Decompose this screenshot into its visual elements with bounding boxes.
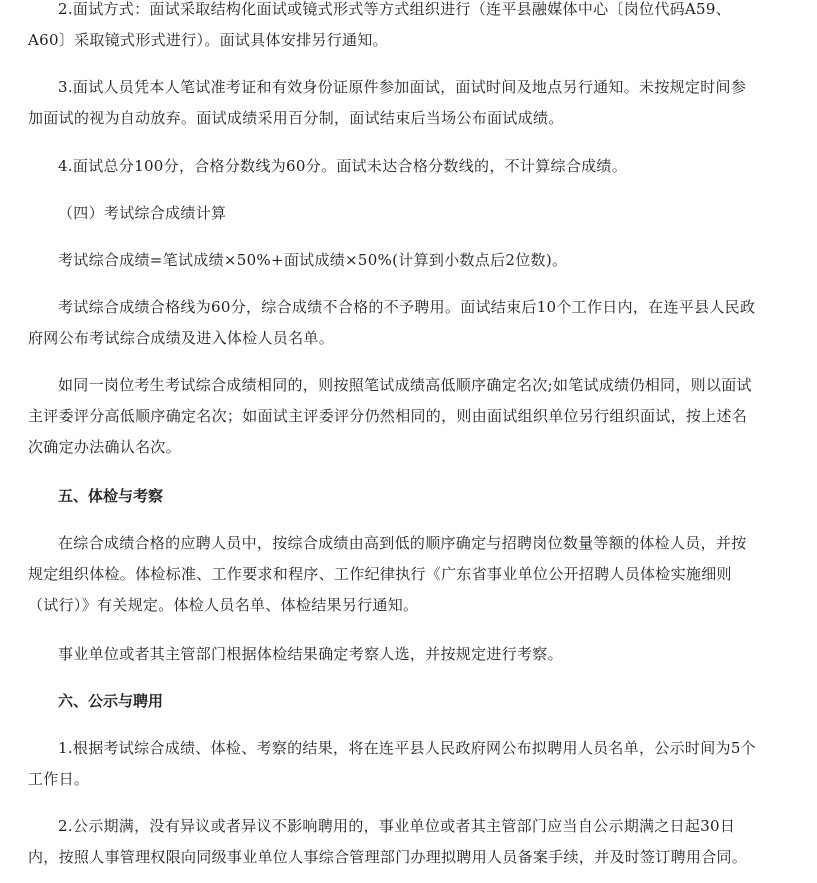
- text-line: 主评委评分高低顺序确定名次；如面试主评委评分仍然相同的，则由面试组织单位另行组织面试，按上述名: [28, 407, 748, 425]
- text-line: 府网公布考试综合成绩及进入体检人员名单。: [28, 329, 335, 347]
- text-line: A60〕采取镜式形式进行）。面试具体安排另行通知。: [28, 31, 388, 49]
- section-heading-publicity-hiring: 六、公示与聘用: [58, 692, 164, 710]
- text-line: 工作日。: [28, 770, 90, 788]
- paragraph-interview-method: [28, 0, 731, 56]
- text-line: 考试综合成绩合格线为60分，综合成绩不合格的不予聘用。面试结束后10个工作日内，在连平县人民政: [58, 298, 756, 316]
- paragraph-physical-exam: [28, 528, 747, 621]
- paragraph-interview-score: [28, 151, 627, 182]
- paragraph-score-formula: [28, 245, 567, 276]
- text-line: 规定组织体检。体检标准、工作要求和程序、工作纪律执行《广东省事业单位公开招聘人员体检实施细则: [28, 565, 732, 583]
- paragraph-inspection: [28, 639, 563, 670]
- text-line: 4.面试总分100分，合格分数线为60分。面试未达合格分数线的，不计算综合成绩。: [58, 157, 628, 175]
- text-line: 3.面试人员凭本人笔试准考证和有效身份证原件参加面试，面试时间及地点另行通知。未按规定时间参: [58, 78, 747, 96]
- paragraph-interview-requirements: [28, 72, 746, 134]
- text-line: 2.面试方式：面试采取结构化面试或镜式形式等方式组织进行（连平县融媒体中心〔岗位代码A59、: [58, 0, 732, 18]
- paragraph-tie-break: [28, 370, 752, 463]
- text-line: 加面试的视为自动放弃。面试成绩采用百分制，面试结束后当场公布面试成绩。: [28, 109, 564, 127]
- text-line: 如同一岗位考生考试综合成绩相同的，则按照笔试成绩高低顺序确定名次;如笔试成绩仍相同，则以面试: [58, 376, 752, 394]
- section-heading-physical-exam: 五、体检与考察: [58, 487, 164, 505]
- text-line: 考试综合成绩=笔试成绩×50%+面试成绩×50%(计算到小数点后2位数)。: [58, 251, 568, 269]
- text-line: （四）考试综合成绩计算: [58, 204, 227, 222]
- text-line: （试行）》有关规定。体检人员名单、体检结果另行通知。: [28, 596, 419, 614]
- text-line: 1.根据考试综合成绩、体检、考察的结果，将在连平县人民政府网公布拟聘用人员名单，公示时间为5个: [58, 739, 756, 757]
- text-line: 在综合成绩合格的应聘人员中，按综合成绩由高到低的顺序确定与招聘岗位数量等额的体检人员，并按: [58, 534, 747, 552]
- paragraph-passing-line: [28, 292, 755, 354]
- paragraph-publicity: [28, 733, 756, 795]
- paragraph-contract: [28, 811, 747, 873]
- text-line: 内，按照人事管理权限向同级事业单位人事综合管理部门办理拟聘用人员备案手续，并及时签订聘用合同。: [28, 848, 748, 866]
- text-line: 事业单位或者其主管部门根据体检结果确定考察人选，并按规定进行考察。: [58, 645, 563, 663]
- text-line: 2.公示期满，没有异议或者异议不影响聘用的，事业单位或者其主管部门应当自公示期满之日起30日: [58, 817, 736, 835]
- subheading-composite-score: [28, 198, 226, 229]
- text-line: 次确定办法确认名次。: [28, 438, 182, 456]
